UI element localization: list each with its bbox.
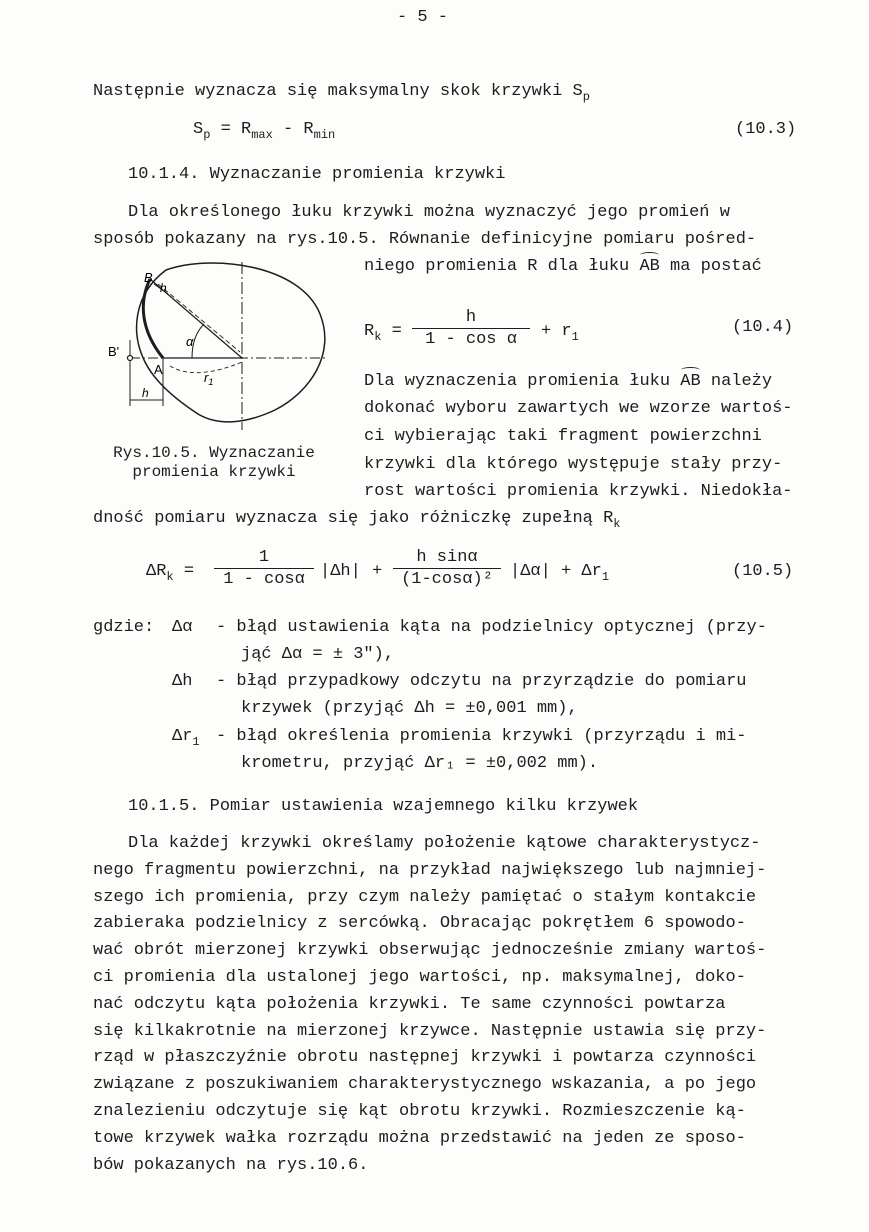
para2-line-5: rost wartości promienia krzywki. Niedokła- <box>364 482 793 501</box>
para3-line: rząd w płaszczyźnie obrotu następnej krzywki i powtarza czynności <box>93 1048 757 1068</box>
para3-line: ci promienia dla ustalonej jego wartości, np. maksymalnej, doko- <box>93 968 746 987</box>
fig-label-alpha: α <box>186 334 194 349</box>
equation-label-10-3: (10.3) <box>735 120 797 139</box>
fig-label-h-bottom: h <box>142 386 149 400</box>
equation-10-4-rhs: + $r_1$ <box>541 322 579 344</box>
page-number: - 5 - <box>397 8 449 27</box>
equation-10-3: $S_p = R_{max} - R_{min}$ <box>193 120 336 142</box>
para3-line: związane z poszukiwaniem charakterystycznego wskazania, a po jego <box>93 1075 757 1095</box>
fig-label-r1: $r_1$ <box>204 370 214 387</box>
para1-line-2: sposób pokazany na rys.10.5. Równanie definicyjne pomiaru pośred- <box>93 230 757 249</box>
para2-line-4: krzywki dla którego występuje stały przy- <box>364 455 783 474</box>
def-dr1-line-2: krometru, przyjąć Δr₁ = ±0,002 mm). <box>241 754 599 773</box>
para3-line: się kilkakrotnie na mierzonej krzywce. Następnie ustawia się przy- <box>93 1021 767 1041</box>
fig-label-B-prime: B' <box>108 344 120 359</box>
figure-caption: Rys.10.5. Wyznaczanie promienia krzywki <box>113 444 315 481</box>
para2-line-6: dność pomiaru wyznacza się jako różniczkę zupełną $R_k$ <box>93 509 621 531</box>
para3-line: nego fragmentu powierzchni, na przykład największego lub najmniej- <box>93 860 767 880</box>
def-symbol-dr1: $\Delta r_1$ <box>172 727 200 749</box>
para3-line: towe krzywek wałka rozrządu można przedstawić na jeden ze sposo- <box>93 1128 746 1148</box>
para3-line: Dla każdej krzywki określamy położenie kątowe charakterystycz- <box>128 834 761 853</box>
fig-label-h-top: h <box>160 281 167 295</box>
def-dalpha-line-1: - błąd ustawienia kąta na podzielnicy optycznej (przy- <box>216 618 767 637</box>
equation-10-4-fraction: $\frac{h}{\text{1 - cos α}}$ <box>412 308 530 349</box>
para3-line: wać obrót mierzonej krzywki obserwując jednocześnie zmiany wartoś- <box>93 941 767 961</box>
equation-10-5-plus: + <box>372 562 383 581</box>
equation-label-10-5: (10.5) <box>732 562 794 581</box>
para2-line-2: dokonać wyboru zawartych we wzorze wartoś- <box>364 399 793 418</box>
gdzie-intro: gdzie: <box>93 618 155 637</box>
fig-label-A: A <box>154 362 163 377</box>
para1-line-3: niego promienia R dla łuku AB ma postać <box>364 257 762 276</box>
def-symbol-dh: Δh <box>172 672 193 691</box>
equation-10-5-term-2: $|\Delta\alpha| + \Delta r_1$ <box>510 562 610 584</box>
para2-line-3: ci wybierając taki fragment powierzchni <box>364 427 762 446</box>
para3-line: nać odczytu kąta położenia krzywki. Te same czynności powtarza <box>93 994 726 1014</box>
para3-line: znalezieniu odczytuje się kąt obrotu krzywki. Rozmieszczenie ką- <box>93 1102 746 1121</box>
equation-10-5-term-1: |Δh| <box>320 562 361 581</box>
equation-10-5-fraction-1: $\frac{1}{1 - \cos\alpha}$ <box>214 548 314 589</box>
equation-10-4-lhs: $R_k$ = <box>364 322 402 344</box>
def-dr1-line-1: - błąd określenia promienia krzywki (przyrządu i mi- <box>216 727 747 746</box>
cam-figure <box>100 254 350 454</box>
para3-line: szego ich promienia, przy czym należy pamiętać o stałym kontakcie <box>93 887 757 907</box>
equation-10-5-lhs: $\Delta R_k$ = <box>146 562 195 584</box>
section-heading-10-1-4: 10.1.4. Wyznaczanie promienia krzywki <box>128 165 506 184</box>
def-dalpha-line-2: jąć Δα = ± 3"), <box>241 645 395 664</box>
equation-label-10-4: (10.4) <box>732 318 794 337</box>
intro-line: Następnie wyznacza się maksymalny skok krzywki $S_p$ <box>93 82 590 104</box>
para2-line-1: Dla wyznaczenia promienia łuku AB należy <box>364 372 773 391</box>
para3-line: zabieraka podzielnicy z sercówką. Obracając pokrętłem 6 spowodo- <box>93 914 746 934</box>
para1-line-1: Dla określonego łuku krzywki można wyznaczyć jego promień w <box>128 203 730 222</box>
def-dh-line-2: krzywek (przyjąć Δh = ±0,001 mm), <box>241 699 578 718</box>
equation-10-5-fraction-2: $\frac{\text{h sinα}}{\text{(1-cosα)²}}$ <box>393 548 501 589</box>
def-dh-line-1: - błąd przypadkowy odczytu na przyrządzie do pomiaru <box>216 672 747 691</box>
def-symbol-dalpha: Δα <box>172 618 193 637</box>
section-heading-10-1-5: 10.1.5. Pomiar ustawienia wzajemnego kilku krzywek <box>128 797 639 816</box>
para3-line: bów pokazanych na rys.10.6. <box>93 1155 369 1175</box>
fig-label-B: B <box>144 270 153 285</box>
